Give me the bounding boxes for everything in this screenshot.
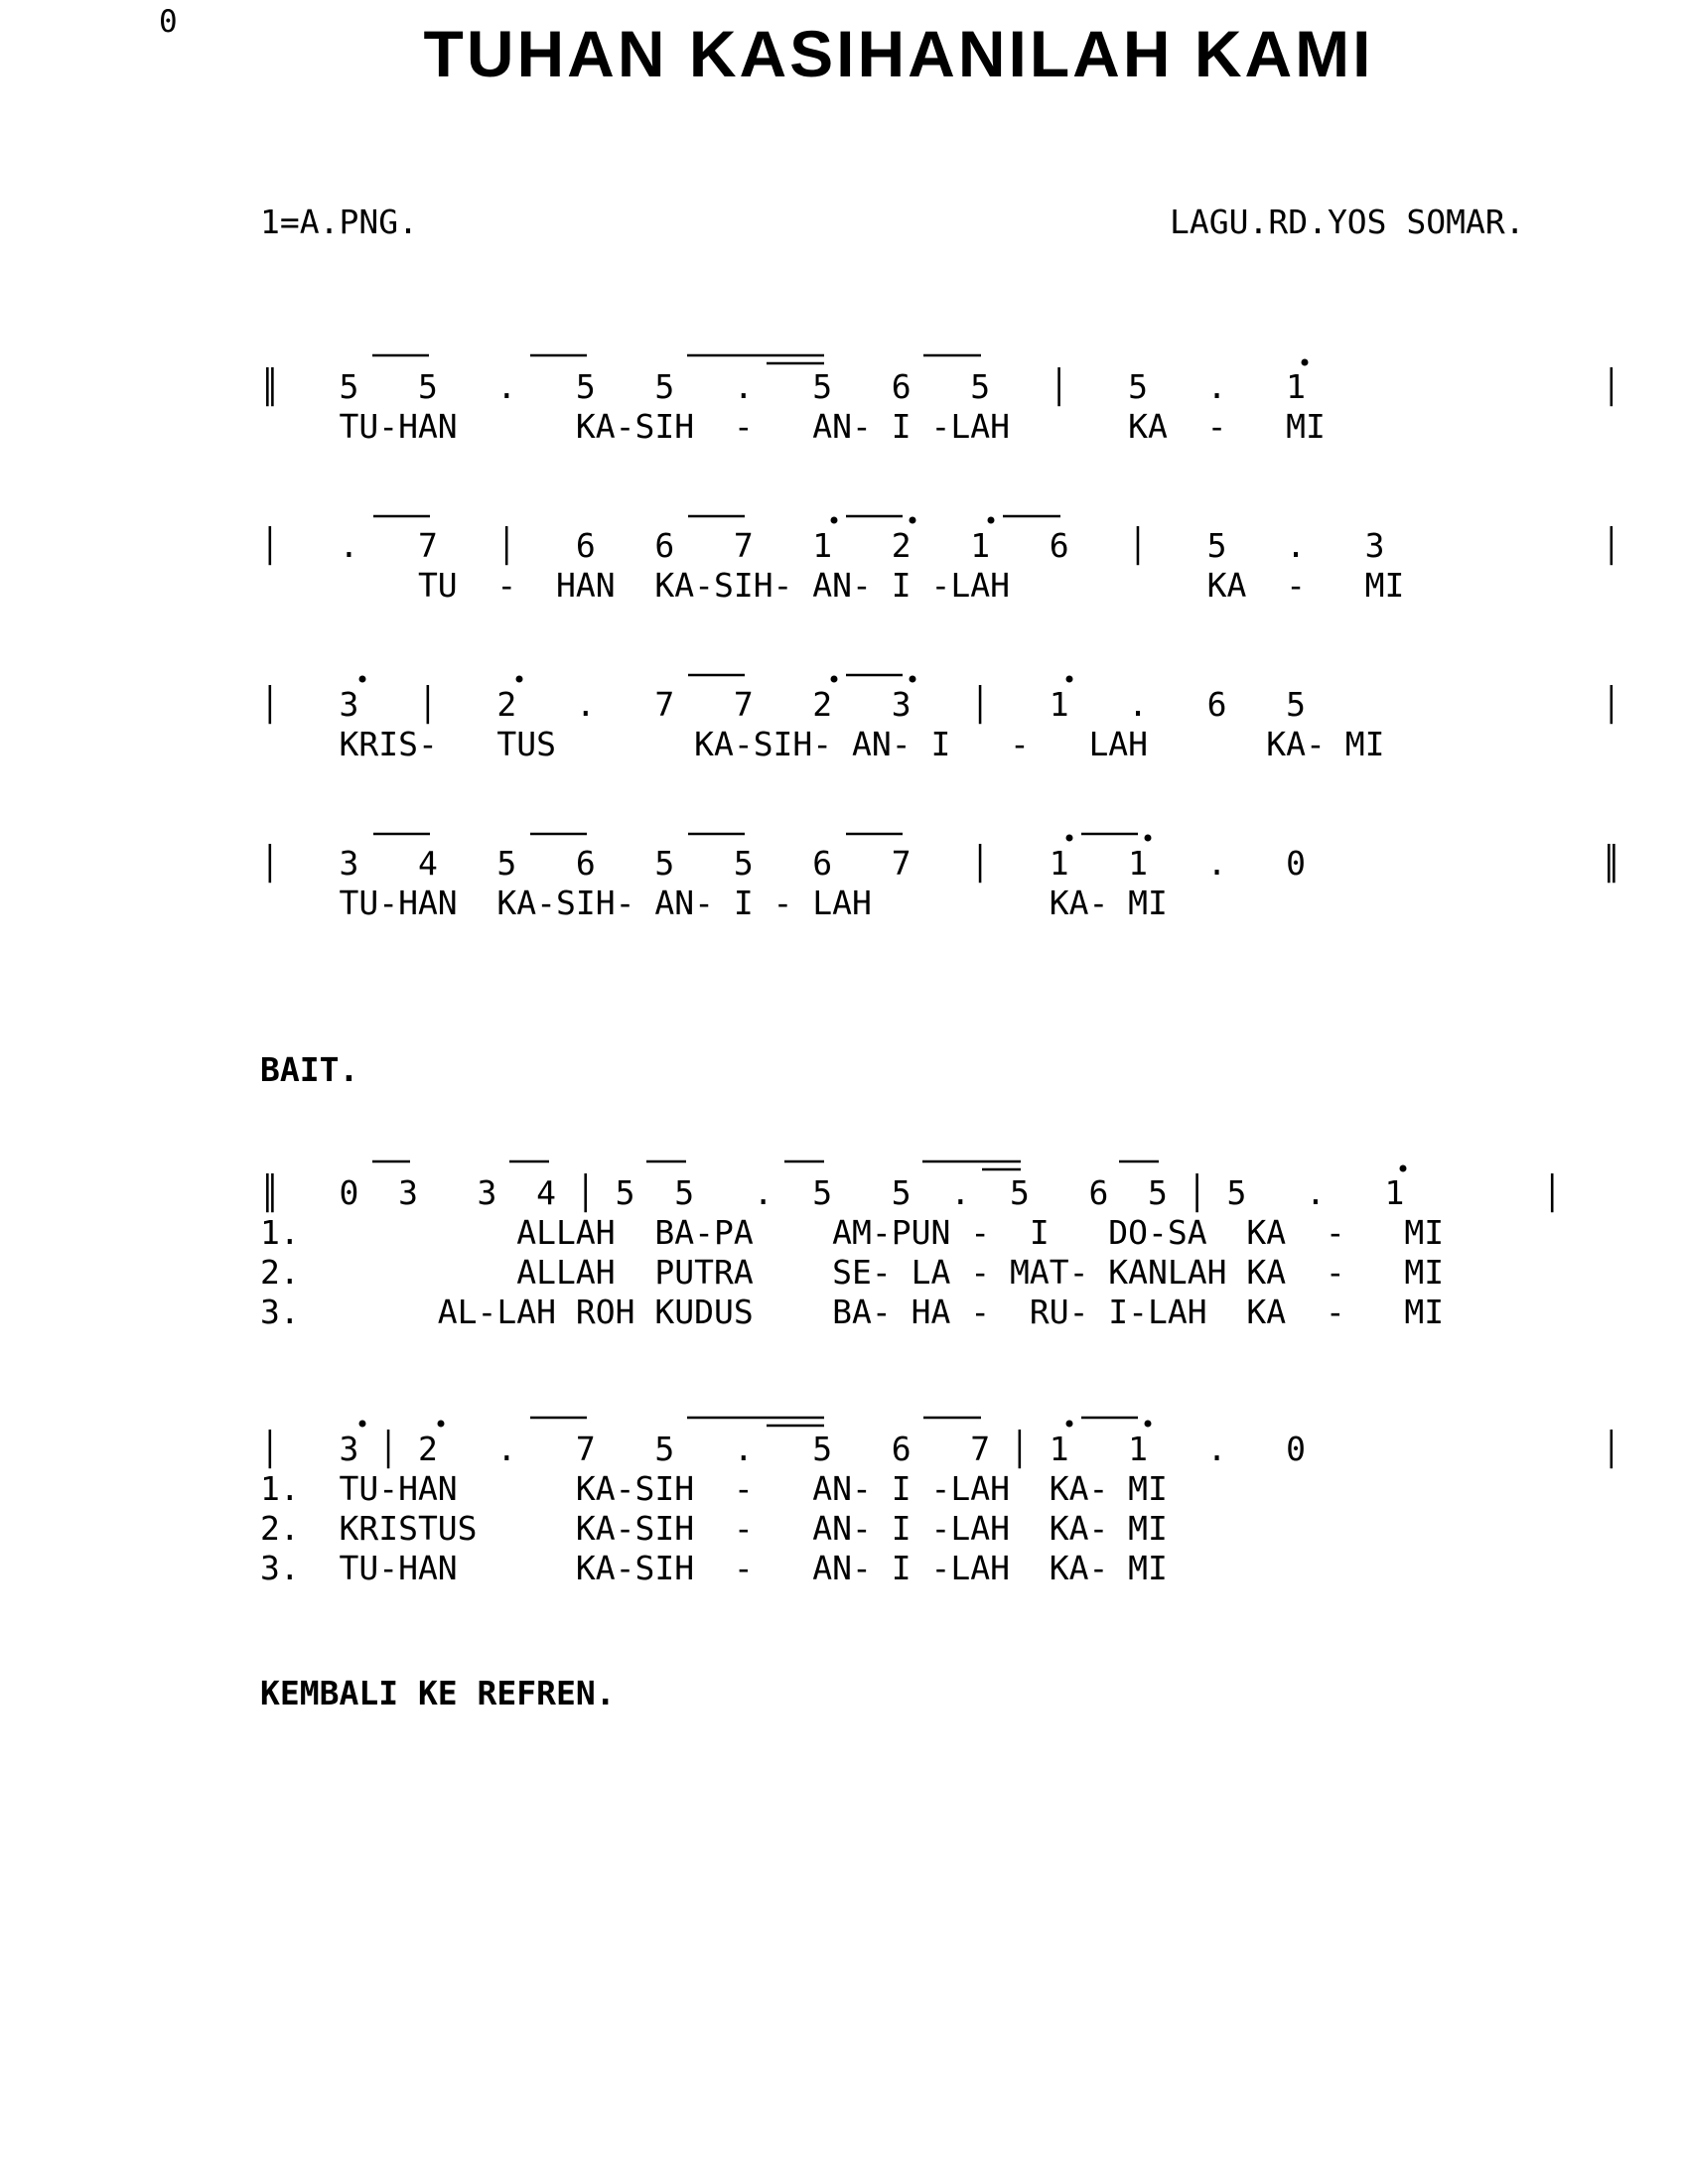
octave-dot (1302, 359, 1309, 366)
octave-dot (359, 1421, 366, 1428)
lyric-line: 2. ALLAH PUTRA SE- LA - MAT- KANLAH KA - MI (260, 1253, 1445, 1292)
octave-dot (1066, 676, 1073, 683)
key-signature: 1=A.PNG. (260, 203, 418, 241)
lyric-line: TU-HAN KA-SIH - AN- I -LAH KA - MI (260, 407, 1326, 446)
lyric-line: 3. AL-LAH ROH KUDUS BA- HA - RU- I-LAH KA - MI (260, 1293, 1445, 1331)
page-number: 0 (159, 4, 178, 40)
lyric-line: KRIS- TUS KA-SIH- AN- I - LAH KA- MI (260, 725, 1385, 763)
octave-dot (1145, 1421, 1152, 1428)
verse-heading: BAIT. (260, 1050, 359, 1089)
notation-line: │ 3 4 5 6 5 5 6 7 │ 1 1 . 0 ║ (260, 844, 1621, 883)
lyric-line: 3. TU-HAN KA-SIH - AN- I -LAH KA- MI (260, 1549, 1168, 1587)
octave-dot (1066, 835, 1073, 842)
lyric-line: 1. ALLAH BA-PA AM-PUN - I DO-SA KA - MI (260, 1213, 1445, 1252)
notation-line: │ 3 │ 2 . 7 5 . 5 6 7 │ 1 1 . 0 │ (260, 1430, 1621, 1468)
verse-line-1 (260, 1173, 1562, 1332)
lyric-line: 2. KRISTUS KA-SIH - AN- I -LAH KA- MI (260, 1509, 1168, 1548)
verse-line-2 (260, 1430, 1621, 1588)
octave-dot (910, 676, 916, 683)
octave-dot (516, 676, 523, 683)
octave-dot (1145, 835, 1152, 842)
lyric-line: 1. TU-HAN KA-SIH - AN- I -LAH KA- MI (260, 1469, 1168, 1508)
song-title: TUHAN KASIHANILAH KAMI (423, 17, 1374, 90)
composer-credit: LAGU.RD.YOS SOMAR. (1170, 203, 1525, 241)
octave-dot (831, 517, 838, 524)
notation-line: ║ 0 3 3 4 │ 5 5 . 5 5 . 5 6 5 │ 5 . 1 │ (260, 1173, 1563, 1212)
octave-dot (1066, 1421, 1073, 1428)
octave-dot (910, 517, 916, 524)
footer-instruction: KEMBALI KE REFREN. (260, 1674, 616, 1712)
octave-dot (438, 1421, 445, 1428)
notation-line: │ . 7 │ 6 6 7 1 2 1 6 │ 5 . 3 │ (260, 526, 1621, 565)
octave-dot (1400, 1165, 1407, 1172)
lyric-line: TU - HAN KA-SIH- AN- I -LAH KA - MI (260, 566, 1405, 605)
notation-line: ║ 5 5 . 5 5 . 5 6 5 │ 5 . 1 │ (260, 367, 1621, 406)
octave-dot (359, 676, 366, 683)
refrain-line-2 (260, 526, 1621, 606)
octave-dot (831, 676, 838, 683)
refrain-line-4 (260, 844, 1621, 923)
lyric-line: TU-HAN KA-SIH- AN- I - LAH KA- MI (260, 884, 1168, 922)
notation-line: │ 3 │ 2 . 7 7 2 3 │ 1 . 6 5 │ (260, 685, 1621, 724)
refrain-line-1 (260, 367, 1621, 447)
octave-dot (988, 517, 995, 524)
refrain-line-3 (260, 685, 1621, 764)
